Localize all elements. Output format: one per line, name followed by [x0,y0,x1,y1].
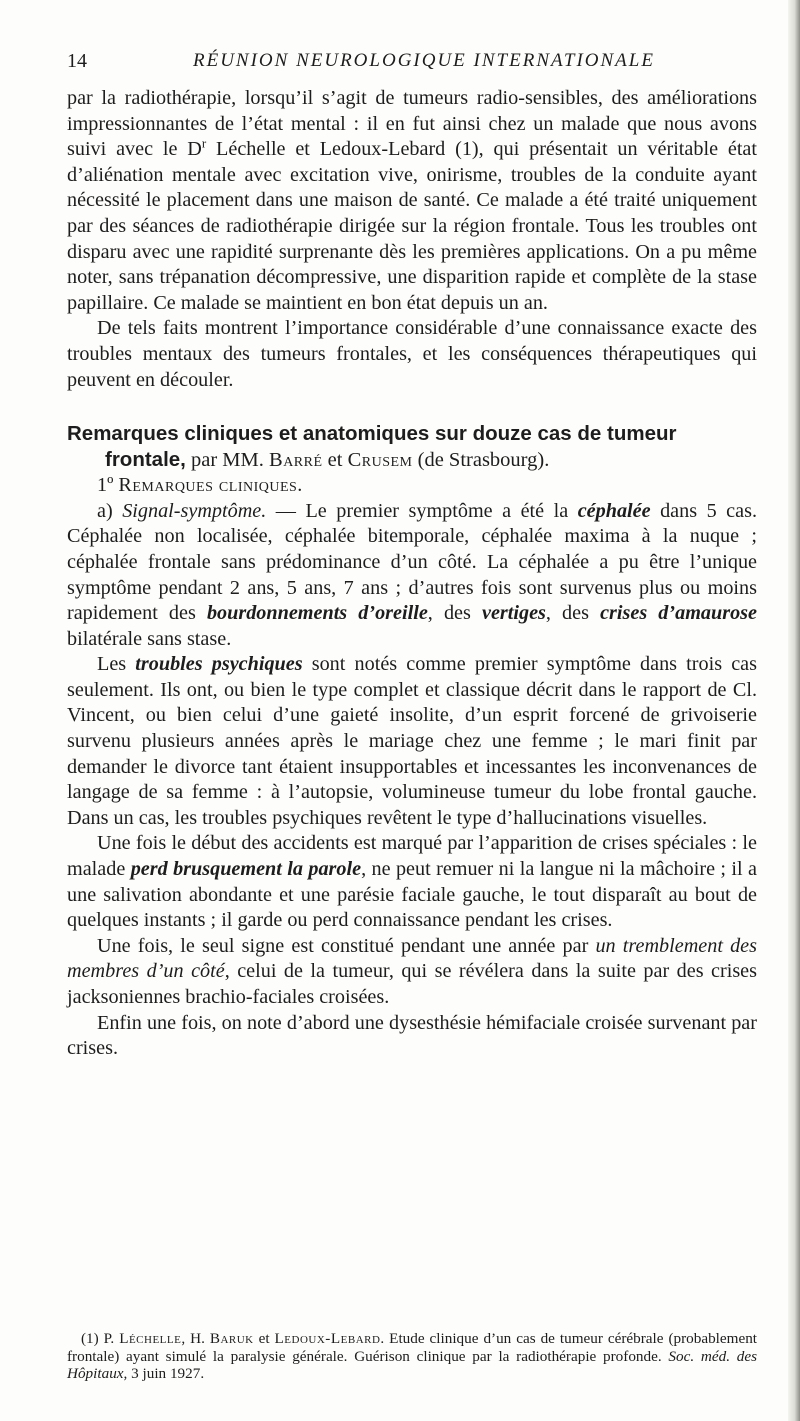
article-title [67,421,757,473]
superscript: r [201,135,207,151]
footnote-citation: . Etude clinique d’un cas de tumeur cérébrale (probablement frontale) ayant simulé la paralysie générale. Guérison clinique par la radiothérapie profonde. [67,1330,758,1365]
title-by: par MM. [185,449,270,472]
paragraph-text: Une fois le début des accidents est marqué par l’apparition de crises spéciales : le malade [67,832,757,881]
footnote-date: , 3 juin 1927. [123,1365,205,1382]
footnote-journal: Soc. méd. des Hôpitaux [67,1347,758,1382]
footnote-mark: (1) P. [81,1330,120,1347]
main-text [67,86,757,1062]
paragraph-text: , ne peut remuer ni la langue ni la mâchoire ; il a une salivation abondante et une parésie faciale gauche, le tout disparaît au bout de quelques instants ; il garde ou perd connaissance pendant les crises. [67,858,757,932]
section-heading [67,473,757,499]
author-barre: Barré [269,449,323,472]
page-number: 14 [67,50,87,72]
paragraph-text: dans 5 cas. Céphalée non localisée, céphalée bitemporale, céphalée maxima à la nuque ; céphalée frontale sans prédominance d’un côté. La céphalée a pu être l’unique symptôme pendant 2 ans, 5 ans, 7 ans ; d’autres fois sont survenus plus ou moins rapidement des [67,499,757,625]
article-title-line-2 [67,447,757,473]
section-title: Remarques cliniques. [118,474,303,497]
title-place: (de Strasbourg). [412,449,550,472]
paragraph-text: bilatérale sans stase. [67,627,232,650]
paragraph-conclusion [67,316,757,393]
footnote-text [67,1330,757,1383]
footnote-author: Ledoux-Lebard [274,1330,381,1347]
section-number: 1º [97,474,119,497]
paragraph-troubles-psychiques [67,652,757,831]
footnote [67,1330,757,1383]
paragraph-text: Les [97,653,136,676]
footnote-author: Baruk [209,1330,254,1347]
list-label: a) [97,499,123,522]
paragraph-dysesthesie [67,1011,757,1062]
term-amaurose: crises d’amaurose [600,602,757,625]
article-title-bold-end: frontale, [105,448,186,472]
paragraph-text: Enfin une fois, on note d’abord une dysesthésie hémifaciale croisée survenant par crises. [67,1011,757,1060]
footnote-author: Léchelle [119,1330,182,1347]
term-vertiges: vertiges [481,602,546,625]
running-title: RÉUNION NEUROLOGIQUE INTERNATIONALE [193,50,655,71]
subheading-signal-symptom: Signal-symptôme. [122,499,267,522]
paragraph-text: par la radiothérapie, lorsqu’il s’agit de tumeurs radio-sensibles, des améliorations impressionnantes de l’état mental : il en fut ainsi chez un malade que nous avons suivi avec le D [67,87,757,161]
paragraph-text: , des [427,602,482,625]
paragraph-text: — Le premier symptôme a été la [266,499,578,522]
term-cephalee: céphalée [577,499,651,522]
page-edge-shadow [788,0,800,1421]
paragraph-radiotherapy [67,86,757,316]
paragraph-text: Léchelle et Ledoux-Lebard (1), qui présentait un véritable état d’aliénation mentale avec excitation vive, onirisme, troubles de la conduite ayant nécessité le placement dans une maison de santé. Ce malade a été traité uniquement par des séances de radiothérapie dirigée sur la région frontale. Tous les troubles ont disparu avec une rapidité surprenante dès les premières applications. On a pu même noter, sans trépanation décompressive, une disparition rapide et complète de la stase papillaire. Ce malade se maintient en bon état depuis un an. [67,138,757,314]
page-header [67,50,757,80]
paragraph-text: Une fois, le seul signe est constitué pendant une année par [97,934,596,957]
title-and: et [322,449,348,472]
term-bourdonnements: bourdonnements d’oreille [206,602,428,625]
article-title-line-1: Remarques cliniques et anatomiques sur douze cas de tumeur [67,422,677,446]
term-troubles-psychiques: troubles psychiques [135,653,303,676]
paragraph-text: De tels faits montrent l’importance considérable d’une connaissance exacte des troubles mentaux des tumeurs frontales, et les conséquences thérapeutiques qui peuvent en découler. [67,317,757,391]
footnote-separator: et [253,1330,275,1347]
term-tremblement: un tremblement des membres d’un côté [67,934,757,983]
paragraph-text: sont notés comme premier symptôme dans trois cas seulement. Ils ont, ou bien le type complet et classique décrit dans le rapport de Cl. Vincent, ou bien celui d’une gaieté insolite, d’un esprit forcené de grivoiserie survenu plusieurs années après le mariage chez une femme ; le mari finit par demander le divorce tant étaient insupportables et incessantes les inconvenances de langage de sa femme : à l’autopsie, volumineuse tumeur du lobe frontal gauche. Dans un cas, les troubles psychiques revêtent le type d’hallucinations visuelles. [67,653,757,829]
term-perd-parole: perd brusquement la parole [130,858,362,881]
footnote-separator: , H. [181,1330,210,1347]
paragraph-crises [67,831,757,933]
paragraph-text: , des [545,602,601,625]
paragraph-signal-symptom [67,499,757,653]
paragraph-text: , celui de la tumeur, qui se révélera dans la suite par des crises jacksoniennes brachio-faciales croisées. [67,960,758,1008]
author-crusem: Crusem [347,449,413,472]
paragraph-tremblement [67,934,757,1011]
